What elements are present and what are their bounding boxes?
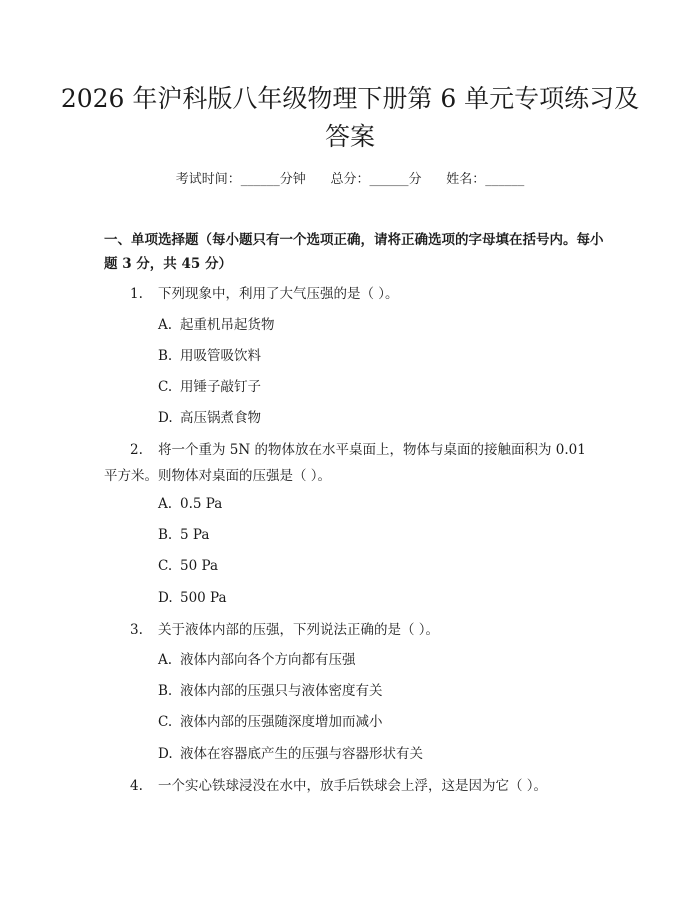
option-b [158,524,209,546]
option-a [158,493,222,515]
option-text: 500 Pa [180,590,227,606]
question-text: 将一个重为 5N 的物体放在水平桌面上，物体与桌面的接触面积为 0.01 平方米。则物体对桌面的压强是（ ）。 [104,442,586,484]
question-number: 4. [130,778,143,794]
option-letter: A. [158,317,173,333]
option-letter: C. [158,714,173,730]
option-d [158,743,423,765]
option-letter: A. [158,496,173,512]
option-letter: D. [158,590,173,606]
option-text: 起重机吊起货物 [180,317,275,333]
option-text: 高压锅煮食物 [180,410,261,426]
option-c [158,376,261,398]
question-text: 关于液体内部的压强，下列说法正确的是（ ）。 [158,622,440,638]
option-a [158,314,275,336]
option-letter: D. [158,746,173,762]
option-letter: D. [158,410,173,426]
option-b [158,680,383,702]
option-c [158,555,218,577]
option-text: 液体内部的压强随深度增加而减小 [180,714,383,730]
option-text: 用吸管吸饮料 [180,348,261,364]
section-heading-single-choice: 一、单项选择题（每小题只有一个选项正确，请将正确选项的字母填在括号内。每小题 3 分，共 45 分） [104,232,604,272]
option-d [158,587,227,609]
option-letter: C. [158,379,173,395]
question-number: 1. [130,286,143,302]
question-text: 一个实心铁球浸没在水中，放手后铁球会上浮，这是因为它（ ）。 [158,778,548,794]
option-letter: B. [158,683,173,699]
question-number: 3. [130,622,143,638]
option-text: 0.5 Pa [180,496,223,512]
option-letter: B. [158,527,173,543]
option-letter: A. [158,652,173,668]
option-letter: B. [158,348,173,364]
option-letter: C. [158,558,173,574]
document-title: 2026 年沪科版八年级物理下册第 6 单元专项练习及答案 [60,84,640,151]
option-text: 液体在容器底产生的压强与容器形状有关 [180,746,423,762]
option-text: 50 Pa [180,558,218,574]
option-text: 用锤子敲钉子 [180,379,261,395]
option-text: 5 Pa [180,527,210,543]
option-d [158,407,261,429]
exam-info-line: 考试时间：______分钟 总分：______分 姓名：______ [175,172,525,187]
option-b [158,345,261,367]
option-c [158,711,383,733]
option-a [158,649,356,671]
question-number: 2. [130,442,143,458]
option-text: 液体内部向各个方向都有压强 [180,652,356,668]
option-text: 液体内部的压强只与液体密度有关 [180,683,383,699]
question-text: 下列现象中，利用了大气压强的是（ ）。 [158,286,399,302]
